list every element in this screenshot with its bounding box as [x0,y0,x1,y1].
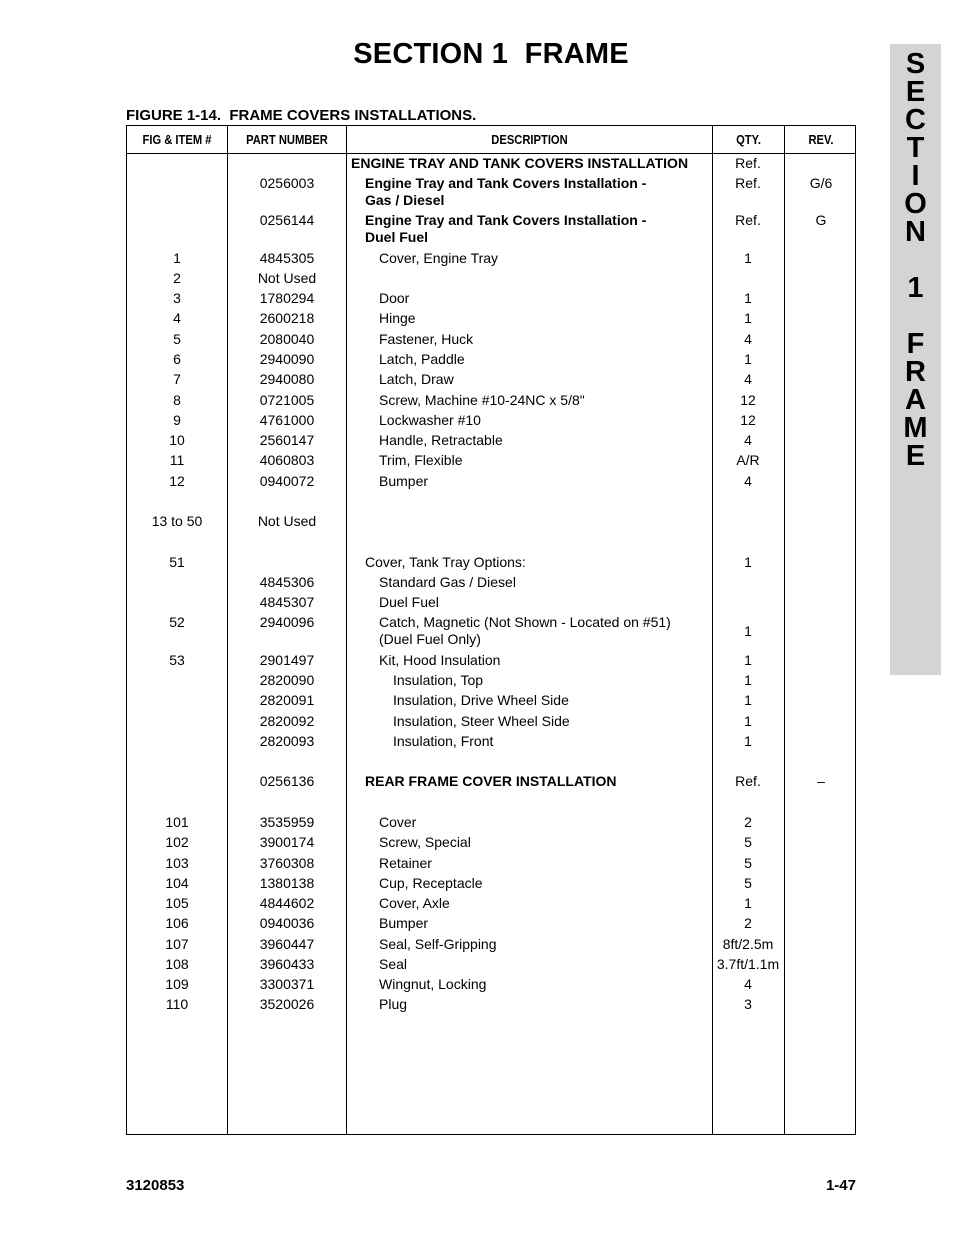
description-cell: Cup, Receptacle [379,875,483,891]
description-cell: Lockwasher #10 [379,412,481,428]
header-rev: REV. [808,132,834,147]
part-number-cell: 3300371 [259,976,315,992]
section-side-tab-label: S E C T I O N 1 F R A M E [903,48,928,472]
qty-cell: 2 [744,814,752,830]
fig-item-cell: 8 [173,392,181,408]
description-cell: REAR FRAME COVER INSTALLATION [365,773,617,789]
header-description: DESCRIPTION [491,132,568,147]
qty-cell: Ref. [735,773,761,789]
description-cell: Catch, Magnetic (Not Shown - Located on #51) (Duel Fuel Only) [379,614,671,647]
part-number-cell: 4845306 [259,574,315,590]
part-number-cell: 4060803 [259,452,315,468]
part-number-cell: 3960447 [259,936,315,952]
part-number-cell: 4845307 [259,594,315,610]
part-number-cell: 2820091 [259,692,315,708]
rev-cell: G [815,212,827,228]
description-cell: Cover, Tank Tray Options: [365,554,526,570]
part-number-cell: 0940036 [259,915,315,931]
qty-cell: 5 [744,834,752,850]
part-number-cell: 3900174 [259,834,315,850]
part-number-cell: 3960433 [259,956,315,972]
description-cell: Engine Tray and Tank Covers Installation - Duel Fuel [365,212,647,245]
part-number-cell: 2940080 [259,371,315,387]
part-number-cell: Not Used [257,513,317,529]
description-cell: Handle, Retractable [379,432,503,448]
header-divider [127,153,855,154]
description-cell: Kit, Hood Insulation [379,652,501,668]
qty-cell: Ref. [735,175,761,191]
fig-item-cell: 7 [173,371,181,387]
description-cell: Cover [379,814,417,830]
description-cell: Latch, Paddle [379,351,465,367]
part-number-cell: 4845305 [259,250,315,266]
fig-item-cell: 6 [173,351,181,367]
description-cell: Duel Fuel [379,594,439,610]
part-number-cell: 0721005 [259,392,315,408]
fig-item-cell: 1 [173,250,181,266]
description-cell: Hinge [379,310,416,326]
description-cell: Bumper [379,473,429,489]
qty-cell: 3 [744,996,752,1012]
fig-item-cell: 106 [165,915,189,931]
fig-item-cell: 2 [173,270,181,286]
part-number-cell: Not Used [257,270,317,286]
part-number-cell: 1380138 [259,875,315,891]
description-cell: Insulation, Top [393,672,484,688]
qty-cell: 12 [740,412,756,428]
figure-caption: FIGURE 1-14. FRAME COVERS INSTALLATIONS. [126,107,477,124]
qty-cell: 5 [744,875,752,891]
qty-cell: 1 [744,554,752,570]
part-number-cell: 3535959 [259,814,315,830]
description-cell: Trim, Flexible [379,452,463,468]
qty-cell: Ref. [735,212,761,228]
part-number-cell: 4761000 [259,412,315,428]
description-cell: Wingnut, Locking [379,976,487,992]
part-number-cell: 0256003 [259,175,315,191]
qty-cell: 1 [744,652,752,668]
part-number-cell: 2940090 [259,351,315,367]
page-number: 1-47 [825,1177,856,1194]
qty-cell: 3.7ft/1.1m [716,956,780,972]
part-number-cell: 3520026 [259,996,315,1012]
fig-item-cell: 53 [169,652,185,668]
description-cell: Fastener, Huck [379,331,474,347]
part-number-cell: 2901497 [259,652,315,668]
description-cell: Standard Gas / Diesel [379,574,516,590]
fig-item-cell: 107 [165,936,189,952]
document-number: 3120853 [126,1177,185,1194]
part-number-cell: 2080040 [259,331,315,347]
qty-cell: 4 [744,432,752,448]
fig-item-cell: 3 [173,290,181,306]
fig-item-cell: 109 [165,976,189,992]
description-cell: Seal [379,956,408,972]
fig-item-cell: 51 [169,554,185,570]
part-number-cell: 0256144 [259,212,315,228]
fig-item-cell: 102 [165,834,189,850]
description-cell: Screw, Machine #10-24NC x 5/8" [379,392,585,408]
fig-item-cell: 9 [173,412,181,428]
fig-item-cell: 103 [165,855,189,871]
rev-cell: G/6 [809,175,833,191]
description-cell: Door [379,290,410,306]
description-cell: Engine Tray and Tank Covers Installation - Gas / Diesel [365,175,647,208]
description-cell: Insulation, Front [393,733,494,749]
description-cell: Seal, Self-Gripping [379,936,497,952]
fig-item-cell: 4 [173,310,181,326]
qty-cell: 12 [740,392,756,408]
part-number-cell: 2820093 [259,733,315,749]
description-cell: Cover, Engine Tray [379,250,499,266]
description-cell: Screw, Special [379,834,471,850]
qty-cell: 1 [744,250,752,266]
fig-item-cell: 101 [165,814,189,830]
section-side-tab [890,44,941,675]
fig-item-cell: 12 [169,473,185,489]
qty-cell: 4 [744,473,752,489]
fig-item-cell: 110 [165,996,189,1012]
description-cell: Latch, Draw [379,371,454,387]
header-fig-item: FIG & ITEM # [142,132,212,147]
qty-cell: 1 [744,672,752,688]
part-number-cell: 0256136 [259,773,315,789]
fig-item-cell: 11 [169,452,185,468]
qty-cell: 1 [744,733,752,749]
fig-item-cell: 105 [165,895,189,911]
qty-cell: 1 [744,290,752,306]
part-number-cell: 2820090 [259,672,315,688]
qty-cell: 1 [744,310,752,326]
qty-cell: A/R [736,452,760,468]
description-cell: Cover, Axle [379,895,450,911]
part-number-cell: 3760308 [259,855,315,871]
part-number-cell: 2940096 [259,614,315,630]
part-number-cell: 2560147 [259,432,315,448]
fig-item-cell: 104 [165,875,189,891]
qty-cell: 4 [744,371,752,387]
fig-item-cell: 13 to 50 [151,513,203,529]
qty-cell: 1 [744,351,752,367]
qty-cell: 1 [744,623,752,639]
description-cell: Bumper [379,915,429,931]
qty-cell: 1 [744,713,752,729]
description-cell: Insulation, Drive Wheel Side [393,692,569,708]
section-title: SECTION 1 FRAME [353,38,629,70]
column-divider [784,126,785,1134]
qty-cell: 2 [744,915,752,931]
header-part-number: PART NUMBER [246,132,328,147]
rev-cell: – [817,773,825,789]
description-cell: ENGINE TRAY AND TANK COVERS INSTALLATION [351,155,689,171]
part-number-cell: 1780294 [259,290,315,306]
part-number-cell: 0940072 [259,473,315,489]
qty-cell: Ref. [735,155,761,171]
fig-item-cell: 5 [173,331,181,347]
description-cell: Retainer [379,855,432,871]
description-cell: Plug [379,996,408,1012]
part-number-cell: 2820092 [259,713,315,729]
description-cell: Insulation, Steer Wheel Side [393,713,570,729]
parts-table [126,125,856,1135]
fig-item-cell: 10 [169,432,185,448]
qty-cell: 5 [744,855,752,871]
fig-item-cell: 108 [165,956,189,972]
qty-cell: 4 [744,331,752,347]
qty-cell: 4 [744,976,752,992]
qty-cell: 1 [744,692,752,708]
qty-cell: 1 [744,895,752,911]
part-number-cell: 2600218 [259,310,315,326]
header-qty: QTY. [736,132,761,147]
part-number-cell: 4844602 [259,895,315,911]
qty-cell: 8ft/2.5m [722,936,774,952]
fig-item-cell: 52 [169,614,185,630]
